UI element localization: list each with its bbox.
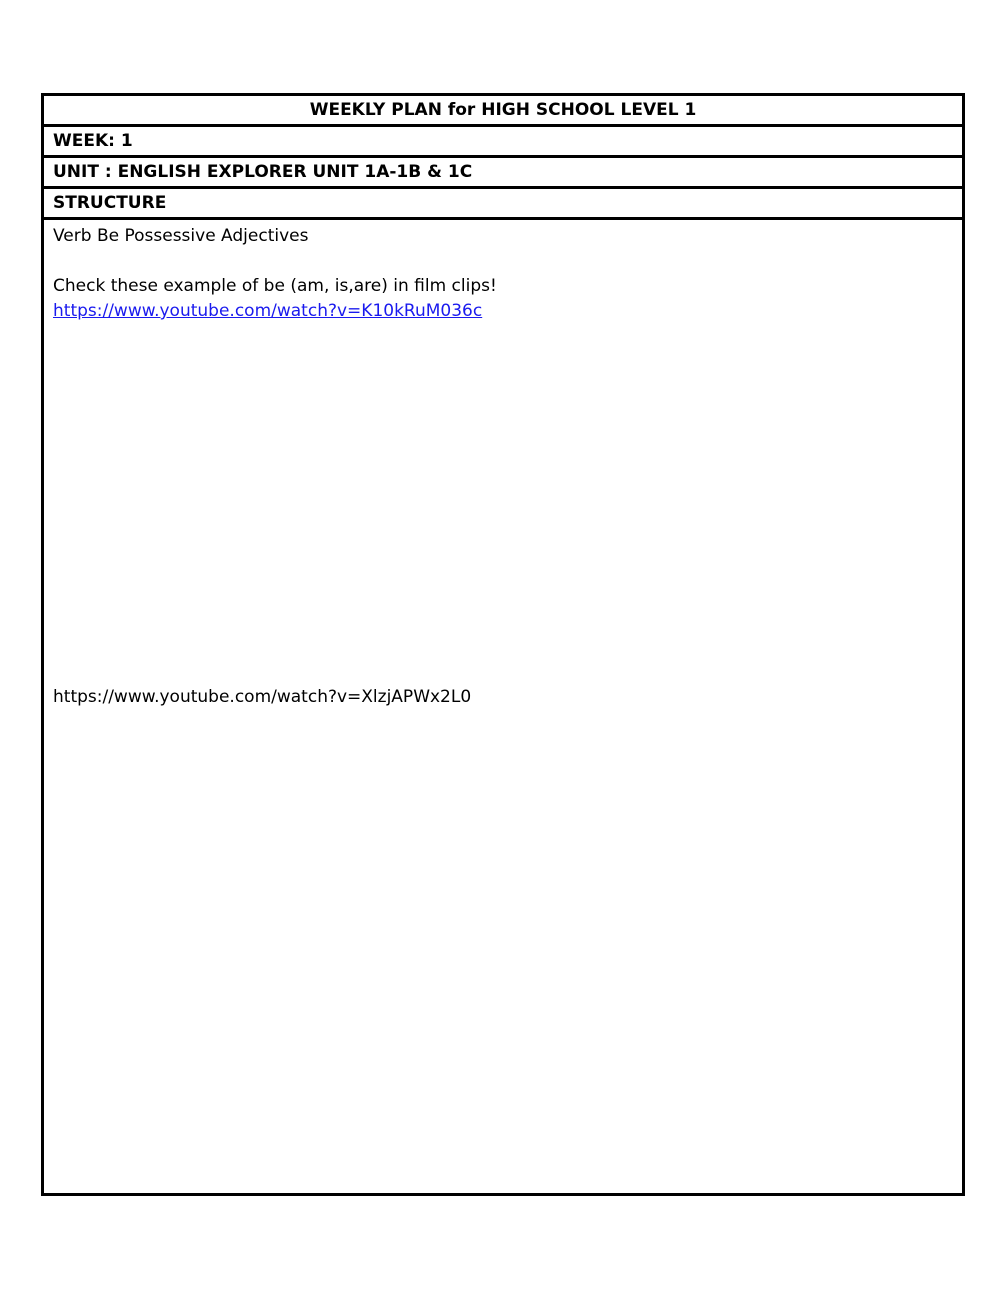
weekly-plan-table xyxy=(41,93,965,1196)
instruction-text: Check these example of be (am, is,are) in film clips! xyxy=(53,276,497,296)
structure-row: STRUCTURE xyxy=(44,189,962,220)
spacer xyxy=(53,249,953,274)
plan-title: WEEKLY PLAN for HIGH SCHOOL LEVEL 1 xyxy=(44,96,962,127)
topic-text: Verb Be Possessive Adjectives xyxy=(53,226,309,246)
week-row: WEEK: 1 xyxy=(44,127,962,158)
unit-row: UNIT : ENGLISH EXPLORER UNIT 1A-1B & 1C xyxy=(44,158,962,189)
video-link-1[interactable]: https://www.youtube.com/watch?v=K10kRuM036c xyxy=(53,301,483,321)
content-cell xyxy=(44,220,962,1193)
video-url-2: https://www.youtube.com/watch?v=XlzjAPWx2L0 xyxy=(53,687,472,707)
